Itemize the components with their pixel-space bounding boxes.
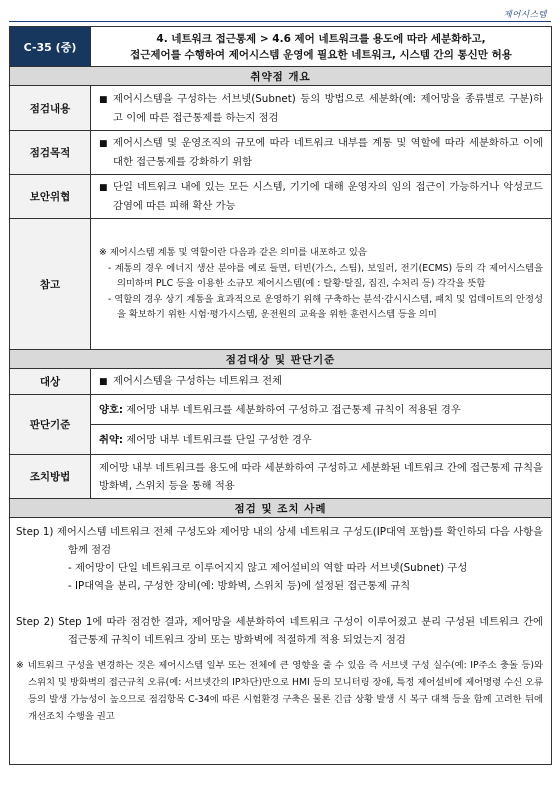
threat-label: 보안위협 [10,175,91,219]
square-bullet-icon: ■ [99,183,108,193]
cases-heading: 점검 및 조치 사례 [10,499,552,518]
cases-content [10,518,552,765]
ref-intro: ※ 제어시스템 계통 및 역할이란 다음과 같은 의미를 내포하고 있음 [99,247,367,259]
target-text: 제어시스템을 구성하는 네트워크 전체 [113,375,282,387]
judge-label: 판단기준 [10,395,91,455]
item-title [91,27,552,67]
purpose-label: 점검목적 [10,131,91,175]
ref-item: - 역할의 경우 상기 계통을 효과적으로 운영하기 위해 구축하는 분석·감시시스템, 패치 및 업데이트의 안정성을 확보하기 위한 시험·평가시스템, 운전원의 교육을 위한 훈련시스템 등을 의미 [108,293,543,321]
square-bullet-icon: ■ [99,139,108,149]
action-label: 조치방법 [10,455,91,499]
step-1-subitem: - IP대역을 분리, 구성한 장비(예: 방화벽, 스위치 등)에 설정된 접근통제 규칙 [68,580,411,592]
good-label: 양호: [99,403,124,416]
action-text: 제어망 내부 네트워크를 용도에 따라 세분화하여 구성하고 세분화된 네트워크 간에 접근통제 규칙을 방화벽, 스위치 등을 통해 적용 [91,455,552,499]
check-content [91,86,552,131]
judge-weak [91,425,552,455]
square-bullet-icon: ■ [99,94,108,105]
weak-label: 취약: [99,433,124,446]
step-1: Step 1) 제어시스템 네트워크 전체 구성도와 제어망 내의 상세 네트워크 구성도(IP대역 포함)를 확인하되 다음 사항을 함께 점검 [16,526,543,556]
header-rule [9,21,551,22]
ref-content [91,219,552,350]
purpose-text: 제어시스템 및 운영조직의 규모에 따라 네트워크 내부를 계통 및 역할에 따라 세분화하고 이에 대한 접근통제를 강화하기 위함 [113,137,543,168]
target-label: 대상 [10,369,91,395]
ref-label: 참고 [10,219,91,350]
check-label: 점검내용 [10,86,91,131]
judge-good [91,395,552,425]
checklist-table [9,26,552,765]
criteria-heading: 점검대상 및 판단기준 [10,350,552,369]
target-content [91,369,552,395]
item-id: C-35 (중) [10,27,91,67]
step-1-subitems [16,559,543,595]
caution-note: ※ 네트워크 구성을 변경하는 것은 제어시스템 일부 또는 전체에 큰 영향을 줄 수 있음 즉 서브넷 구성 실수(예: IP주소 충돌 등)와 스위치 및 방화벽의 접근규칙 오류(예: 서브넷간의 IP차단)만으로 HMI 등의 모니터링 장애, 특정 제어설비에 제어명령 수신 오류 등의 발생 가능성이 높으므로 점검항목 C-34에 따른 시험환경 구축은 물론 긴급 상황 발생 시 복구 대책 등을 함께 고려한 뒤에 개선조치 수행을 권고 [16,660,543,722]
item-title-line2: 접근제어를 수행하여 제어시스템 운영에 필요한 네트워크, 시스템 간의 통신만 허용 [130,49,512,61]
step-2: Step 2) Step 1에 따라 점검한 결과, 제어망을 세분화하여 네트워크 구성이 이루어졌고 분리 구성된 네트워크 간에 접근통제 규칙이 네트워크 장비 또는 방화벽에 적절하게 적용 되었는지 점검 [16,616,543,646]
overview-heading: 취약점 개요 [10,67,552,86]
threat-text: 단일 네트워크 내에 있는 모든 시스템, 기기에 대해 운영자의 임의 접근이 가능하거나 악성코드 감염에 따른 피해 확산 가능 [113,181,543,212]
purpose-content [91,131,552,175]
square-bullet-icon: ■ [99,377,108,387]
spacer [16,595,543,613]
threat-content [91,175,552,219]
step-1-subitem: - 제어망이 단일 네트워크로 이루어지지 않고 제어설비의 역할 따라 서브넷(Subnet) 구성 [68,562,468,574]
item-title-line1: 4. 네트워크 접근통제 > 4.6 제어 네트워크를 용도에 따라 세분화하고, [156,33,486,45]
header-category: 제어시스템 [503,10,547,20]
good-text: 제어망 내부 네트워크를 세분화하여 구성하고 접근통제 규칙이 적용된 경우 [126,403,461,416]
ref-item: - 계통의 경우 에너지 생산 분야를 예로 들면, 터빈(가스, 스팀), 보일러, 전기(ECMS) 등의 각 제어시스템을 의미하며 PLC 등을 이용한 소규모 제어시스템(예 : 탈황·탈질, 집진, 수처리 등) 각각을 뜻함 [108,262,543,290]
weak-text: 제어망 내부 네트워크를 단일 구성한 경우 [126,433,312,446]
check-text: 제어시스템을 구성하는 서브넷(Subnet) 등의 방법으로 세분화(예: 제어망을 종류별로 구분)하고 이에 따른 접근통제를 하는지 점검 [113,92,543,124]
